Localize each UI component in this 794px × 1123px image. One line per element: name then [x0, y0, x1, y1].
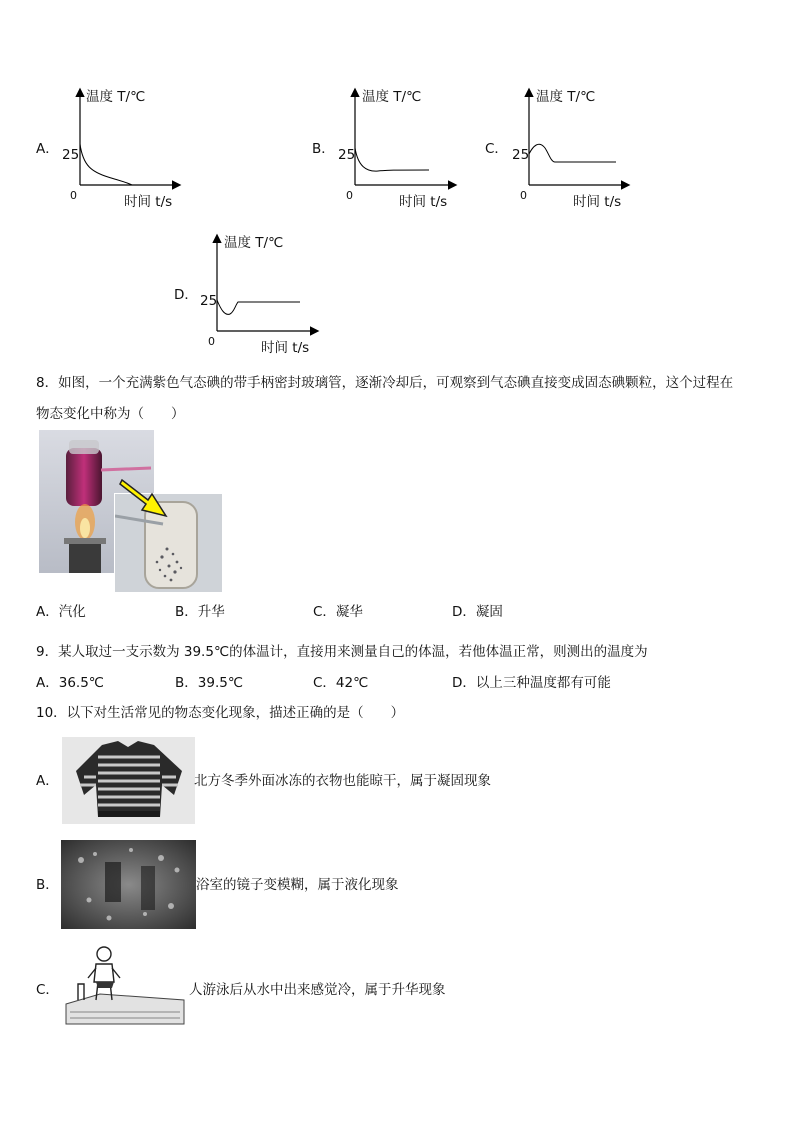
option-b-label: B． [312, 141, 335, 157]
graph-b-ylabel: 温度 T/℃ [362, 89, 422, 105]
curve-c [529, 144, 616, 162]
graph-b-ytick: 25 [338, 147, 356, 163]
graph-a-xlabel: 时间 t/s [124, 194, 173, 210]
curve-a [80, 144, 132, 185]
option-c-label: C． [485, 141, 508, 157]
graph-c [485, 84, 635, 214]
question-8-line-1: 8．如图，一个充满紫色气态碘的带手柄密封玻璃管，逐渐冷却后，可观察到气态碘直接变成固态碘颗粒，这个过程在 [36, 375, 734, 391]
graph-a [36, 84, 186, 214]
question-8-option-d[interactable]: D．凝固 [452, 604, 503, 620]
graph-d-origin: 0 [208, 335, 215, 348]
graph-a-ylabel: 温度 T/℃ [86, 89, 146, 105]
question-9-line-1: 9．某人取过一支示数为 39.5℃的体温计，直接用来测量自己的体温，若他体温正常，则测出的温度为 [36, 644, 648, 660]
graph-b-origin: 0 [346, 189, 353, 202]
curve-d [217, 300, 300, 314]
question-10-option-c-label[interactable]: C． [36, 982, 59, 998]
yellow-arrow-icon [118, 474, 178, 524]
graph-d-ytick: 25 [200, 293, 218, 309]
graph-a-origin: 0 [70, 189, 77, 202]
question-9-option-d[interactable]: D．以上三种温度都有可能 [452, 675, 611, 691]
graph-d-xlabel: 时间 t/s [261, 340, 310, 356]
graph-c-xlabel: 时间 t/s [573, 194, 622, 210]
question-9-option-a[interactable]: A．36.5℃ [36, 675, 104, 691]
graph-c-origin: 0 [520, 189, 527, 202]
graph-b [312, 84, 462, 214]
question-10-line-1: 10．以下对生活常见的物态变化现象，描述正确的是（ ） [36, 705, 405, 721]
question-9-option-c[interactable]: C．42℃ [313, 675, 369, 691]
foggy-mirror-photo [61, 840, 196, 929]
question-8-option-a[interactable]: A．汽化 [36, 604, 86, 620]
question-8-option-c[interactable]: C．凝华 [313, 604, 363, 620]
sweater-photo [62, 737, 195, 824]
curve-b [355, 148, 429, 171]
graph-c-ytick: 25 [512, 147, 530, 163]
option-a-label: A． [36, 141, 59, 157]
question-8-option-b[interactable]: B．升华 [175, 604, 225, 620]
question-10-option-a-text: 北方冬季外面冰冻的衣物也能晾干，属于凝固现象 [194, 773, 491, 789]
option-d-label: D． [174, 287, 198, 303]
question-10-option-c-text: 人游泳后从水中出来感觉冷，属于升华现象 [189, 982, 446, 998]
question-9-option-b[interactable]: B．39.5℃ [175, 675, 243, 691]
question-8-line-2: 物态变化中称为（ ） [36, 406, 185, 422]
graph-d [174, 230, 324, 360]
graph-c-ylabel: 温度 T/℃ [536, 89, 596, 105]
graph-d-ylabel: 温度 T/℃ [224, 235, 284, 251]
graph-a-ytick: 25 [62, 147, 80, 163]
question-10-option-a-label[interactable]: A． [36, 773, 59, 789]
swimmer-cartoon [60, 942, 188, 1030]
graph-b-xlabel: 时间 t/s [399, 194, 448, 210]
question-10-option-b-label[interactable]: B． [36, 877, 59, 893]
question-10-option-b-text: 浴室的镜子变模糊，属于液化现象 [196, 877, 399, 893]
